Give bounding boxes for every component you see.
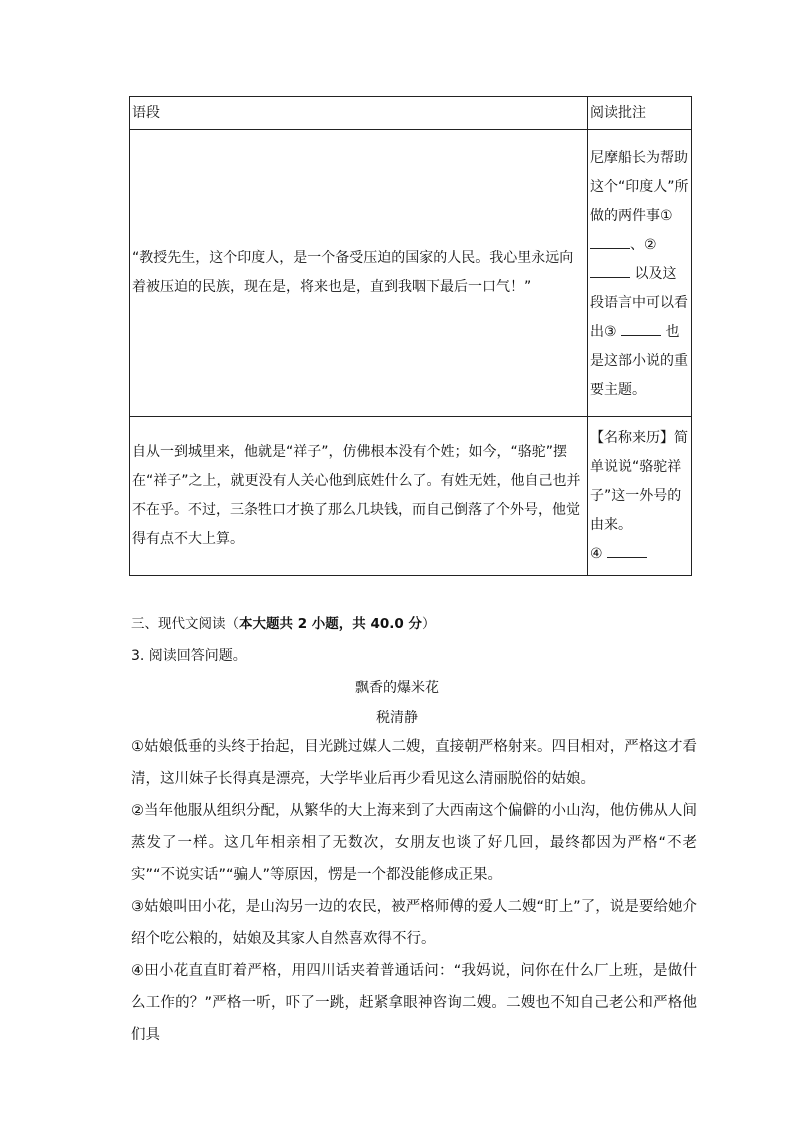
annotation-text: 以及这段语言中可以看出③: [590, 265, 688, 340]
section-heading-bold: 本大题共 2 小题，共 40.0 分: [239, 616, 423, 632]
header-annotation: 阅读批注: [588, 97, 692, 130]
answer-blank-1[interactable]: [590, 234, 630, 249]
passage-cell: “教授先生，这个印度人，是一个备受压迫的国家的人民。我心里永远向着被压迫的民族，现在是，将来也是，直到我咽下最后一口气！”: [130, 130, 588, 417]
header-passage: 语段: [130, 97, 588, 130]
answer-blank-2[interactable]: [590, 263, 630, 278]
story-paragraph: ②当年他服从组织分配，从繁华的大上海来到了大西南这个偏僻的小山沟，他仿佛从人间蒸发了一样。这几年相亲相了无数次，女朋友也谈了好几回，最终都因为严格“不老实”“不说实话”“骗人”等原因，愣是一个都没能修成正果。: [131, 803, 697, 883]
annotation-text: 也是这部小说的重要主题。: [590, 323, 688, 398]
story-title: 飘香的爆米花: [355, 680, 439, 696]
annotation-text: ④: [590, 545, 603, 562]
section-heading-prefix: 三、现代文阅读（: [131, 616, 239, 632]
annotation-table: [129, 96, 692, 576]
table-row: [130, 417, 692, 576]
answer-blank-3[interactable]: [621, 321, 661, 336]
story-paragraph: ③姑娘叫田小花，是山沟另一边的农民，被严格师傅的爱人二嫂“盯上”了，说是要给她介绍个吃公粮的，姑娘及其家人自然喜欢得不行。: [131, 899, 697, 947]
table-row: [130, 130, 692, 417]
annotation-text: 、②: [630, 236, 657, 253]
annotation-cell: [588, 130, 692, 417]
section-heading: [131, 612, 436, 632]
answer-blank-4[interactable]: [607, 543, 647, 558]
annotation-cell: [588, 417, 692, 576]
section-heading-suffix: ）: [422, 616, 436, 632]
annotation-text: 尼摩船长为帮助这个“印度人”所做的两件事①: [590, 149, 689, 224]
story-paragraph: ①姑娘低垂的头终于抬起，目光跳过媒人二嫂，直接朝严格射来。四目相对，严格这才看清，这川妹子长得真是漂亮，大学毕业后再少看见这么清丽脱俗的姑娘。: [131, 739, 697, 787]
passage-cell: 自从一到城里来，他就是“祥子”，仿佛根本没有个姓；如今，“骆驼”摆在“祥子”之上，就更没有人关心他到底姓什么了。有姓无姓，他自己也并不在乎。不过，三条牲口才换了那么几块钱，而自己倒落了个外号，他觉得有点不大上算。: [130, 417, 588, 576]
question-label: 3. 阅读回答问题。: [131, 648, 247, 664]
annotation-text: 【名称来历】简单说说“骆驼祥子”这一外号的由来。: [590, 429, 688, 533]
story-author: 税清静: [376, 710, 418, 726]
story-paragraph: ④田小花直直盯着严格，用四川话夹着普通话问：“我妈说，问你在什么厂上班，是做什么工作的？”严格一听，吓了一跳，赶紧拿眼神咨询二嫂。二嫂也不知自己老公和严格他们具: [131, 963, 697, 1043]
table-header-row: [130, 97, 692, 130]
